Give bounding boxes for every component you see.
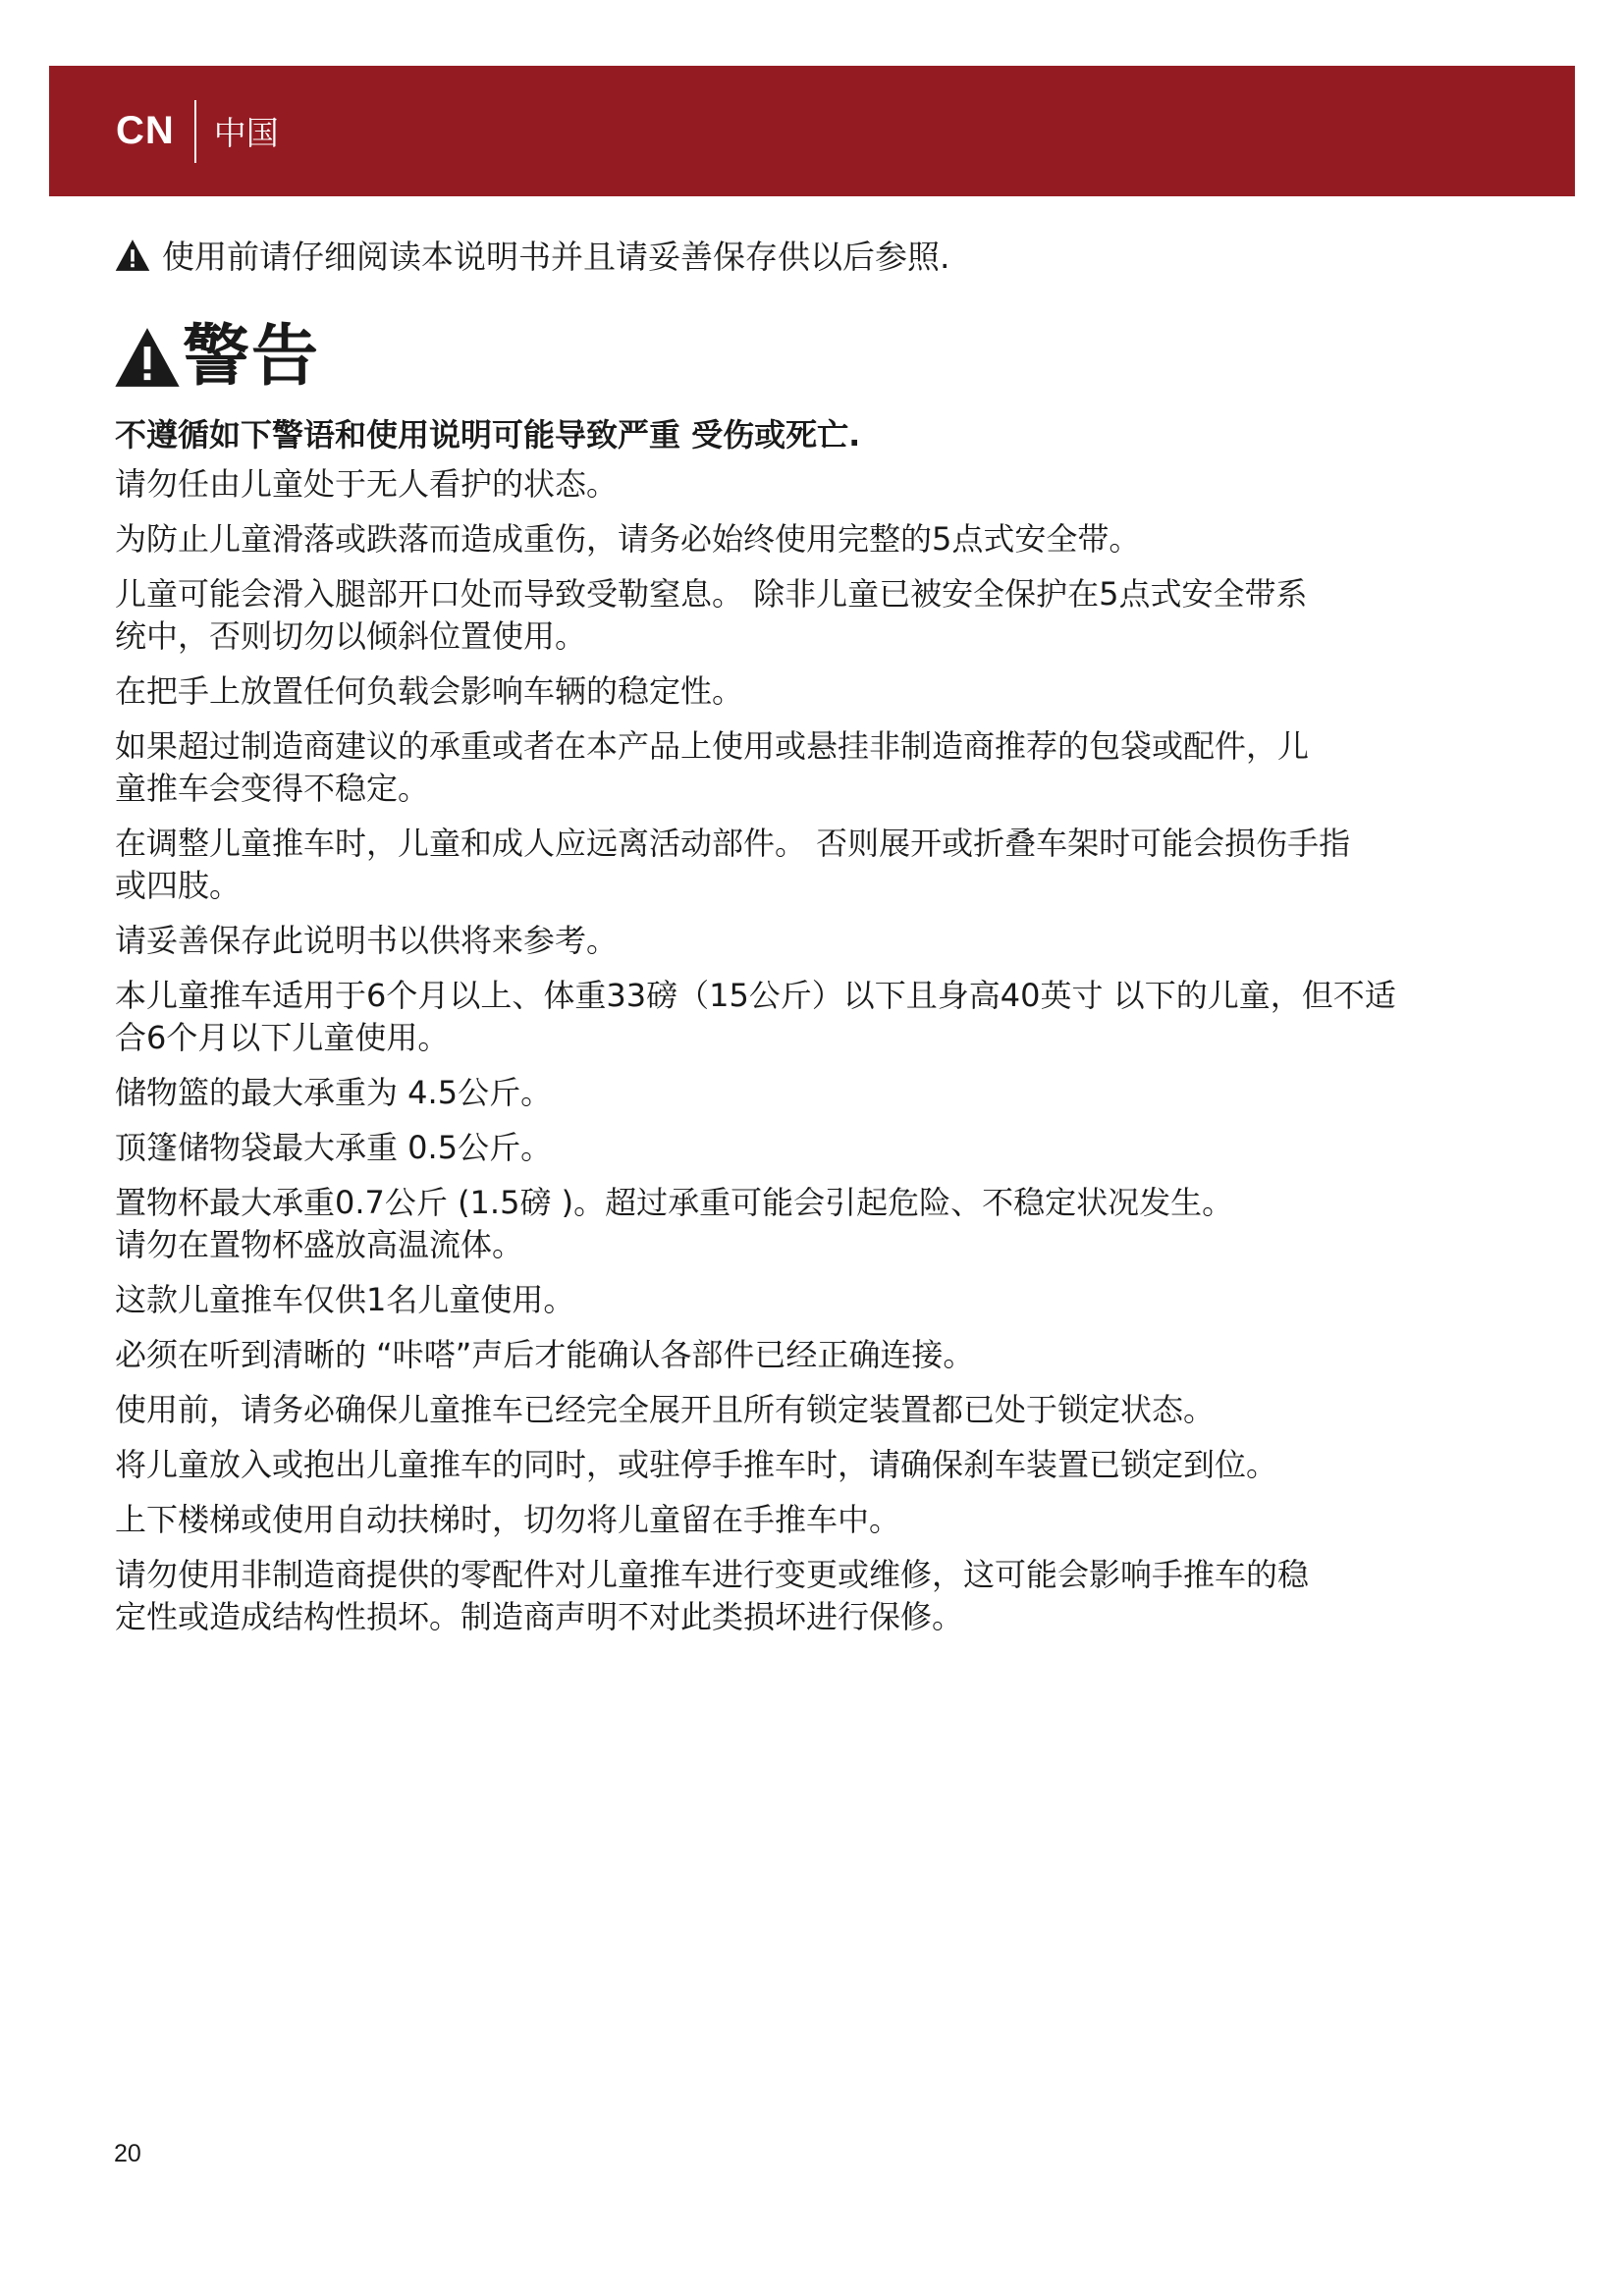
language-code: CN [116,109,175,152]
warning-item: 如果超过制造商建议的承重或者在本产品上使用或悬挂非制造商推荐的包袋或配件，儿 童推车会变得不稳定。 [115,727,1310,807]
warning-item: 请勿使用非制造商提供的零配件对儿童推车进行变更或维修，这可能会影响手推车的稳 定性或造成结构性损坏。制造商声明不对此类损坏进行保修。 [115,1556,1310,1635]
warning-triangle-icon [114,326,181,389]
intro-text: 使用前请仔细阅读本说明书并且请妥善保存供以后参照. [162,238,950,276]
header-bar [49,66,1575,196]
warning-item: 将儿童放入或抱出儿童推车的同时，或驻停手推车时，请确保刹车装置已锁定到位。 [115,1446,1278,1483]
warning-item: 请勿任由儿童处于无人看护的状态。 [115,465,619,503]
warning-item: 储物篮的最大承重为 4.5公斤。 [115,1074,553,1111]
warning-title: 警告 [183,318,321,396]
warning-item: 为防止儿童滑落或跌落而造成重伤，请务必始终使用完整的5点式安全带。 [115,520,1141,558]
warning-triangle-icon [115,239,150,272]
warning-item: 本儿童推车适用于6个月以上、体重33磅（15公斤）以下且身高40英寸 以下的儿童，但不适 合6个月以下儿童使用。 [115,977,1396,1056]
header-divider [194,100,196,163]
warning-item: 顶篷储物袋最大承重 0.5公斤。 [115,1129,553,1166]
warning-item: 使用前，请务必确保儿童推车已经完全展开且所有锁定装置都已处于锁定状态。 [115,1391,1216,1428]
warning-item: 在把手上放置任何负载会影响车辆的稳定性。 [115,672,744,710]
intro-notice [115,232,950,278]
warning-subtitle: 不遵循如下警语和使用说明可能导致严重 受伤或死亡. [115,416,861,454]
warning-item: 上下楼梯或使用自动扶梯时，切勿将儿童留在手推车中。 [115,1501,901,1538]
warning-item: 必须在听到清晰的 “咔嗒”声后才能确认各部件已经正确连接。 [115,1336,975,1373]
warning-item: 置物杯最大承重0.7公斤 (1.5磅 )。超过承重可能会引起危险、不稳定状况发生。 请勿在置物杯盛放高温流体。 [115,1184,1234,1263]
warning-list [115,463,1578,1651]
language-name: 中国 [213,114,279,152]
warning-item: 请妥善保存此说明书以供将来参考。 [115,922,619,959]
warning-item: 这款儿童推车仅供1名儿童使用。 [115,1281,575,1318]
warning-heading [114,318,321,396]
warning-item: 在调整儿童推车时，儿童和成人应远离活动部件。 否则展开或折叠车架时可能会损伤手指 或四肢。 [115,825,1351,904]
page-number: 20 [114,2140,141,2167]
warning-item: 儿童可能会滑入腿部开口处而导致受勒窒息。 除非儿童已被安全保护在5点式安全带系 统中，否则切勿以倾斜位置使用。 [115,575,1308,655]
